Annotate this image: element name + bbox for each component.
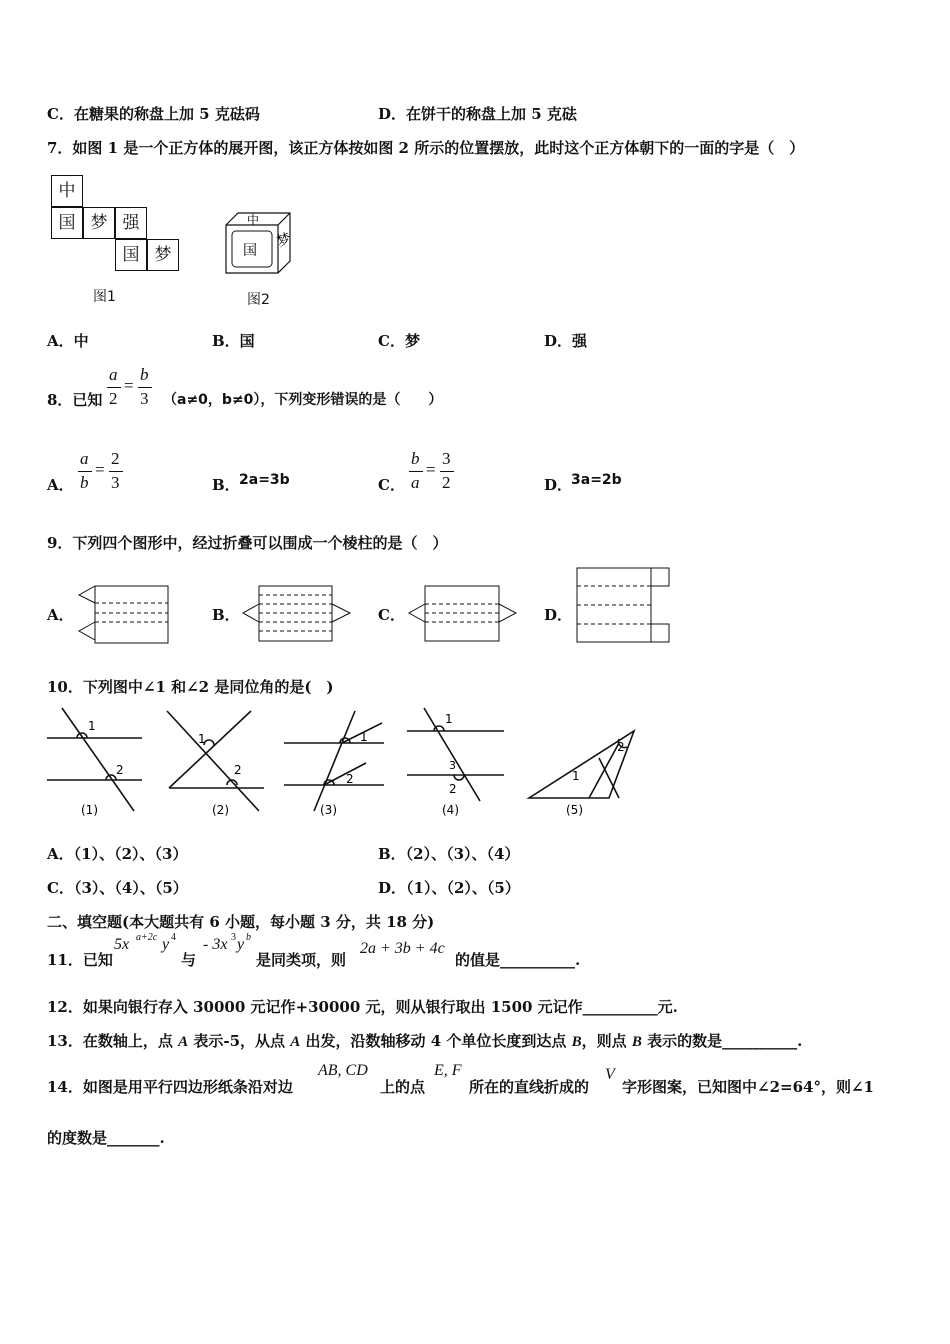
frac-num: a [80,449,89,468]
cube-front-char: 国 [243,243,257,259]
q10-caption-5: (5) [566,803,583,817]
q9-stem: 9．下列四个图形中，经过折叠可以围成一个棱柱的是（ ） [47,534,448,552]
q9-figure-c [405,585,520,647]
q11-mid2: 是同类项，则 [256,951,347,969]
q9-figure-d [575,566,675,646]
net-cell: 中 [51,175,83,207]
angle-2-label: 2 [617,740,625,754]
q13-part: 13．在数轴上，点 [47,1032,179,1050]
q14-part-3: 所在的直线折成的 [469,1078,590,1096]
q9-label-d: D． [544,606,573,624]
q9-label-a: A． [47,606,74,624]
q11-term2-exp: 3 [231,932,236,943]
figure-1-caption: 图1 [93,289,116,305]
section-2-heading: 二、填空题(本大题共有 6 小题，每小题 3 分，共 18 分) [47,913,435,931]
svg-text:3: 3 [449,759,456,772]
q11-term1-exp: a+2c [136,932,158,943]
q11-term2-yexp: b [246,932,251,943]
q11-prefix: 11．已知 [47,951,113,969]
q10-fig-2 [167,711,264,811]
frac-num: 2 [111,449,120,468]
angle-2-label: 2 [116,763,124,777]
q7-option-c: C．梦 [378,332,420,350]
q6-option-c: C．在糖果的称盘上加 5 克砝码 [47,105,260,123]
q11-term2-y: y [237,936,245,953]
q14-points: E, F [434,1062,462,1079]
q8-option-c-fraction: b a = 3 2 [407,449,457,495]
q10-option-c: C．（3）、（4）、（5） [47,879,188,897]
q8-option-d-text: 3a=2b [571,472,622,488]
point-b: B [631,1034,642,1050]
net-cell: 梦 [83,207,115,239]
q7-cube-figure [220,205,300,285]
frac-num: 3 [442,449,451,468]
q14-sides: AB, CD [318,1062,368,1079]
point-b: B [571,1034,582,1050]
q10-stem: 10．下列图中∠1 和∠2 是同位角的是( ) [47,678,334,696]
q13-part: 表示-5，从点 [188,1032,291,1050]
angle-1-label: 1 [572,769,580,783]
q10-caption-3: (3) [320,803,337,817]
q8-option-d-label: D． [544,476,573,494]
frac-den: 2 [109,389,118,408]
q11-term1-coef: 5x [114,936,130,953]
angle-1-label: 1 [445,712,453,726]
q8-option-a-fraction: a b = 2 3 [76,449,126,495]
q9-figure-a [75,585,175,647]
figure-2-caption: 图2 [247,292,270,308]
q12-text: 12．如果向银行存入 30000 元记作+30000 元，则从银行取出 1500 元记作__________元. [47,998,678,1016]
frac-den: b [80,473,89,492]
q7-option-d: D．强 [544,332,588,350]
q10-caption-2: (2) [212,803,229,817]
net-cell: 国 [51,207,83,239]
point-a: A [178,1034,189,1050]
q8-condition: （a≠0，b≠0），下列变形错误的是（ ） [163,392,443,408]
cube-right-char: 梦 [274,230,294,251]
q11-term1-yexp: 4 [171,932,176,943]
q8-option-b-text: 2a=3b [239,472,290,488]
net-cell: 梦 [147,239,179,271]
q11-mid: 与 [181,951,197,969]
q8-given-fraction: a 2 = b 3 [105,365,155,411]
q10-caption-4: (4) [442,803,459,817]
q8-option-a-label: A． [47,476,74,494]
q13-part: 表示的数是__________. [641,1032,803,1050]
q14-part-1: 14．如图是用平行四边形纸条沿对边 [47,1078,293,1096]
frac-den: a [411,473,420,492]
q9-label-b: B． [212,606,240,624]
frac-den: 3 [140,389,149,408]
q6-option-d: D．在饼干的称盘上加 5 克砝 [378,105,577,123]
q10-fig-3 [284,711,384,811]
q9-label-c: C． [378,606,405,624]
frac-num: a [109,365,118,384]
cube-top-char: 中 [247,213,260,227]
point-a: A [290,1034,301,1050]
q8-option-c-label: C． [378,476,405,494]
q14-v-letter: V [605,1066,615,1083]
q11-suffix: 的值是__________. [455,951,581,969]
q9-figure-b [240,585,355,647]
q14-part-2: 上的点 [380,1078,426,1096]
q13-part: ，则点 [581,1032,632,1050]
frac-num: b [411,449,420,468]
angle-2-label: 2 [346,772,354,786]
q13-text [47,1030,802,1051]
q8-option-b-label: B． [212,476,240,494]
q14-part-5: 的度数是_______. [47,1129,165,1147]
q10-option-d: D．（1）、（2）、（5） [378,879,520,897]
net-cell: 国 [115,239,147,271]
frac-den: 2 [442,473,451,492]
angle-2-label: 2 [234,763,242,777]
q10-option-a: A．（1）、（2）、（3） [47,845,188,863]
net-cell: 强 [115,207,147,239]
q14-part-4: 字形图案，已知图中∠2=64°，则∠1 [622,1078,874,1096]
angle-1-label: 1 [88,719,96,733]
q10-caption-1: (1) [81,803,98,817]
q7-stem: 7．如图 1 是一个正方体的展开图，该正方体按如图 2 所示的位置摆放，此时这个正方体朝下的一面的字是（ ） [47,139,805,157]
q11-expression: 2a + 3b + 4c [360,940,445,957]
frac-num: b [140,365,149,384]
q10-figures [44,703,644,823]
frac-den: 3 [111,473,120,492]
q8-prefix: 8．已知 [47,391,103,409]
q10-option-b: B．（2）、（3）、（4） [378,845,520,863]
q11-term2-coef: - 3x [203,936,228,953]
angle-2-label: 2 [449,782,457,796]
q7-option-b: B．国 [212,332,255,350]
q7-option-a: A．中 [47,332,89,350]
angle-1-label: 1 [198,732,206,746]
q11-term1-y: y [162,936,170,953]
q13-part: 出发，沿数轴移动 4 个单位长度到达点 [300,1032,572,1050]
angle-1-label: 1 [360,730,368,744]
